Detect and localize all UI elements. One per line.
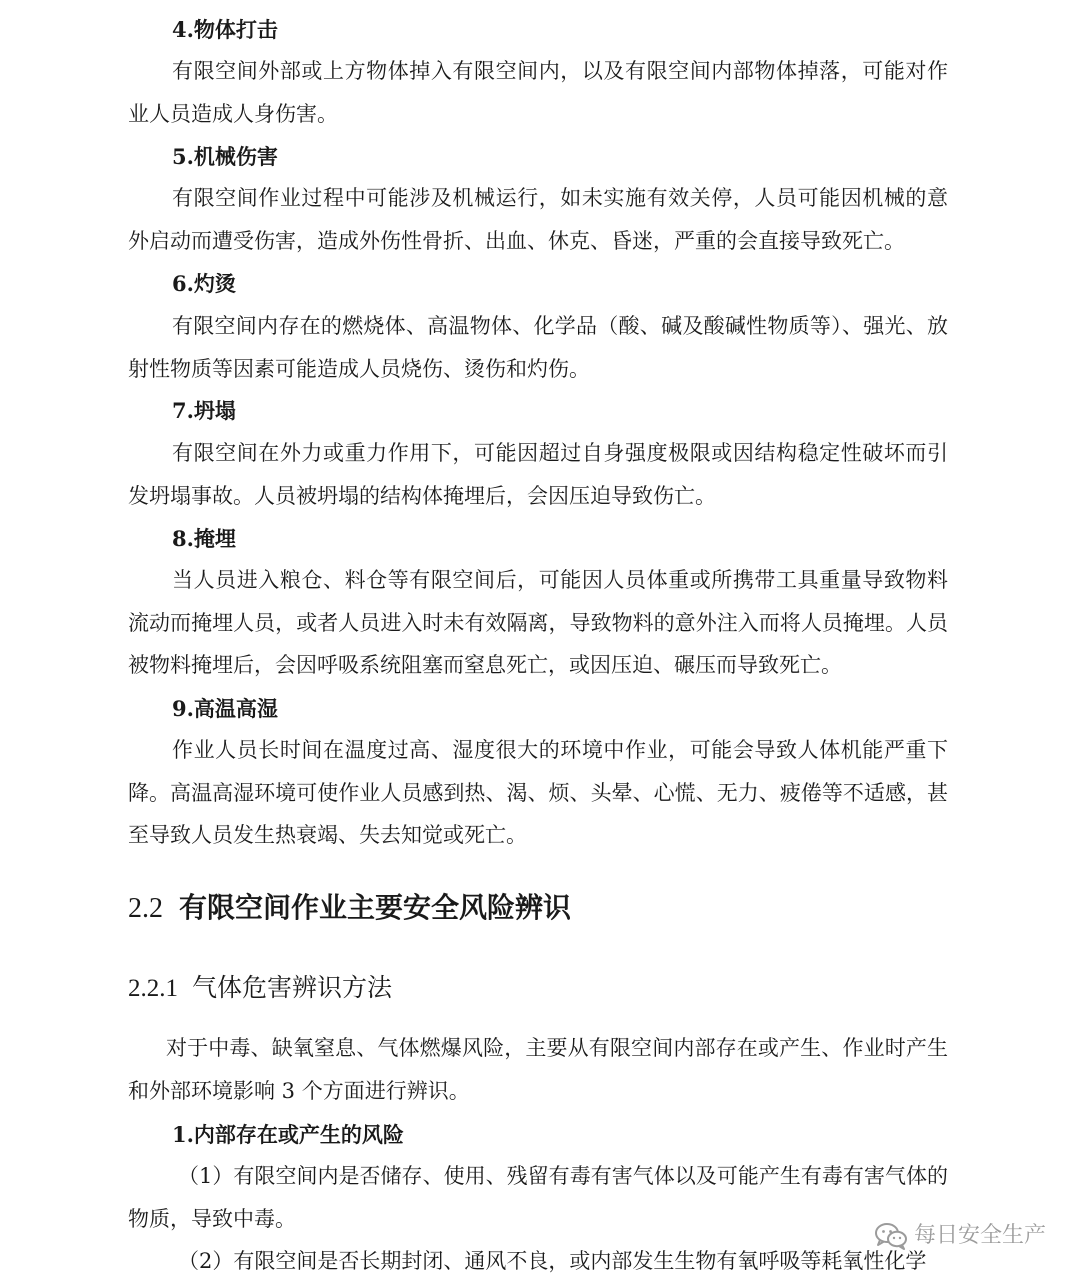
subsection-heading (128, 972, 392, 1005)
wechat-icon (874, 1222, 908, 1250)
item-text-7: 有限空间在外力或重力作用下，可能因超过自身强度极限或因结构稳定性破坏而引发坍塌事故。人员被坍塌的结构体掩埋后，会因压迫导致伤亡。 (128, 441, 948, 508)
item-heading-5: 5.机械伤害 (172, 144, 278, 169)
item-heading-8: 8.掩埋 (172, 526, 236, 551)
subsection-number: 2.2.1 (128, 975, 178, 1002)
item-text-4: 有限空间外部或上方物体掉入有限空间内，以及有限空间内部物体掉落，可能对作业人员造成人身伤害。 (128, 59, 948, 126)
item-text-6: 有限空间内存在的燃烧体、高温物体、化学品（酸、碱及酸碱性物质等）、强光、放射性物质等因素可能造成人员烧伤、烫伤和灼伤。 (128, 314, 948, 381)
section-number: 2.2 (128, 893, 163, 924)
item-heading-9: 9.高温高湿 (172, 696, 278, 721)
subsection-title: 气体危害辨识方法 (192, 973, 393, 1002)
item-heading-6: 6.灼烫 (172, 271, 236, 296)
item-text-8: 当人员进入粮仓、料仓等有限空间后，可能因人员体重或所携带工具重量导致物料流动而掩埋人员，或者人员进入时未有效隔离，导致物料的意外注入而将人员掩埋。人员被物料掩埋后，会因呼吸系统阻塞而窒息死亡，或因压迫、碾压而导致死亡。 (128, 568, 948, 677)
risk-point-2: （2）有限空间是否长期封闭、通风不良，或内部发生生物有氧呼吸等耗氧性化学 (178, 1249, 927, 1273)
item-heading-4: 4.物体打击 (172, 17, 278, 42)
watermark-text: 每日安全生产 (913, 1223, 1046, 1248)
watermark (874, 1222, 1046, 1250)
section-title: 有限空间作业主要安全风险辨识 (179, 891, 572, 924)
item-text-5: 有限空间作业过程中可能涉及机械运行，如未实施有效关停，人员可能因机械的意外启动而遭受伤害，造成外伤性骨折、出血、休克、昏迷，严重的会直接导致死亡。 (128, 186, 948, 253)
item-heading-7: 7.坍塌 (172, 398, 236, 423)
section-heading (128, 890, 571, 927)
item-text-9: 作业人员长时间在温度过高、湿度很大的环境中作业，可能会导致人体机能严重下降。高温高湿环境可使作业人员感到热、渴、烦、头晕、心慌、无力、疲倦等不适感，甚至导致人员发生热衰竭、失去知觉或死亡。 (128, 738, 948, 847)
risk-point-1: （1）有限空间内是否储存、使用、残留有毒有害气体以及可能产生有毒有害气体的物质，导致中毒。 (128, 1164, 948, 1231)
risk-heading: 1.内部存在或产生的风险 (172, 1122, 404, 1147)
intro-paragraph: 对于中毒、缺氧窒息、气体燃爆风险，主要从有限空间内部存在或产生、作业时产生和外部环境影响 3 个方面进行辨识。 (128, 1036, 948, 1103)
